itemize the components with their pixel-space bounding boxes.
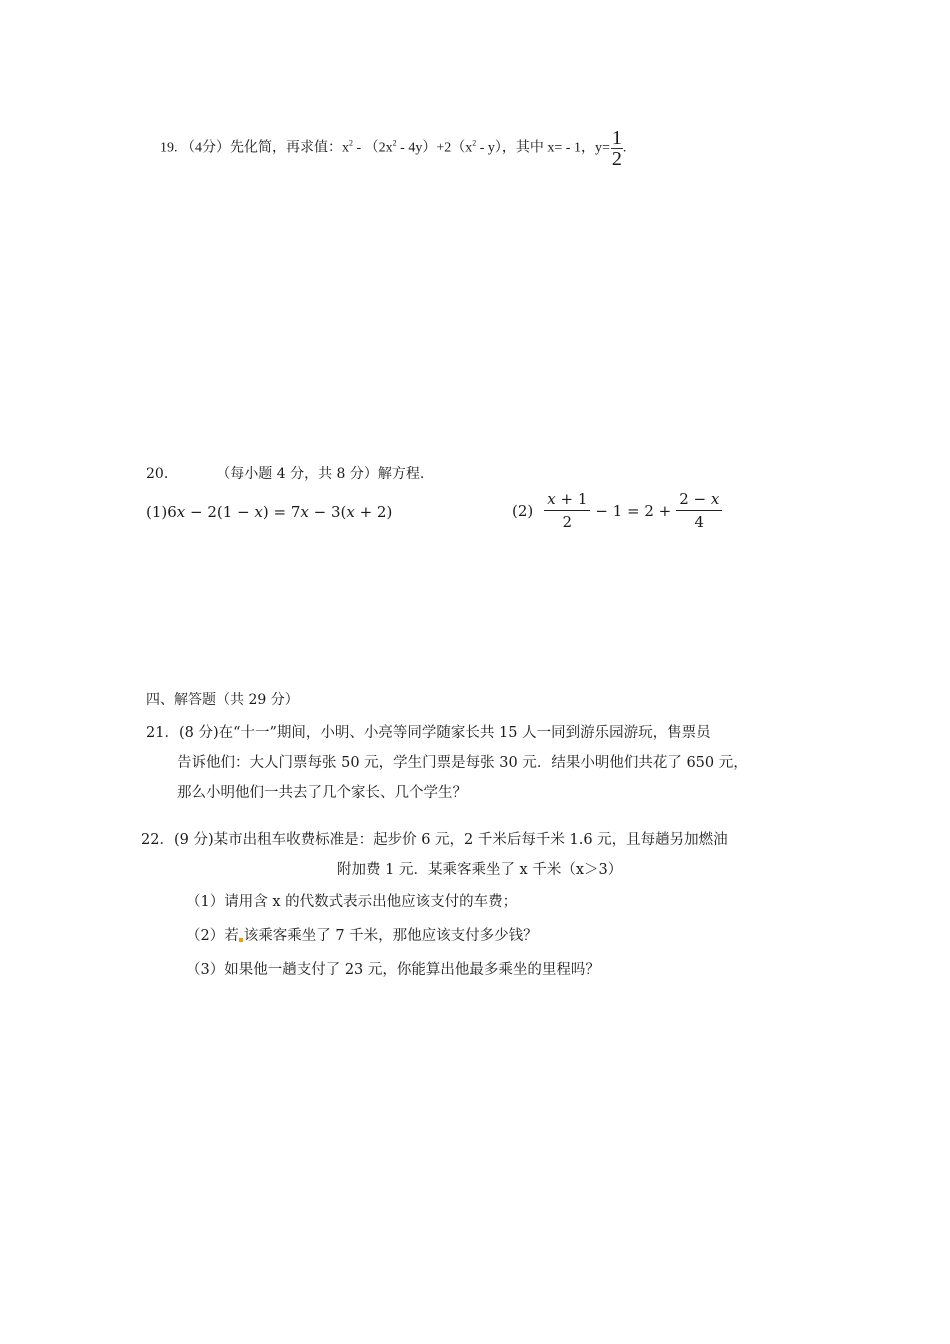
eq1-var-3: x	[300, 503, 309, 521]
eq1-part-2: − 2(1 −	[185, 503, 255, 521]
eq2-frac1-var: x	[547, 490, 556, 508]
eq2-fraction-1	[544, 489, 590, 532]
eq2-frac2-num	[676, 489, 722, 511]
q19-frac-den: 2	[611, 148, 622, 170]
q19-expr-2: - （2x	[353, 140, 393, 156]
q21-line-3: 那么小明他们一共去了几个家长、几个学生？	[177, 785, 467, 801]
eq1-label: (1)	[146, 503, 168, 521]
q22-sub2-prefix: （2）若	[186, 928, 239, 944]
eq2-label: (2)	[512, 501, 534, 520]
q19-tail: .	[622, 140, 627, 156]
eq2-frac2-num-start: 2 −	[679, 490, 711, 508]
eq2-fraction-2	[676, 489, 722, 532]
q22-sub2-text: 该乘客乘坐了 7 千米，那他应该支付多少钱？	[243, 928, 538, 944]
q19-frac-num: 1	[611, 127, 622, 149]
eq1-part-1: 6	[167, 503, 177, 521]
eq1-var-2: x	[254, 503, 263, 521]
equation-2	[512, 489, 725, 532]
eq2-middle: − 1 = 2 +	[595, 501, 672, 520]
q19-fraction	[611, 128, 623, 169]
q20-header-text: （每小题 4 分，共 8 分）解方程.	[216, 466, 425, 482]
eq1-part-4: − 3(	[308, 503, 347, 521]
q20-number: 20.	[146, 466, 169, 482]
eq2-frac2-var: x	[710, 490, 720, 508]
eq2-frac1-den: 2	[562, 513, 573, 531]
highlight-mark	[239, 938, 243, 942]
eq2-frac1-num-rest: + 1	[555, 490, 588, 508]
q19-expr-3: - 4y）+2（x	[396, 140, 473, 156]
q19-lead: 先化简，再求值：	[230, 140, 342, 156]
eq2-frac1-num	[544, 489, 590, 511]
q22-subquestion-2	[186, 924, 538, 945]
section-4-title: 四、解答题（共 29 分）	[146, 692, 299, 708]
q22-line-2: 附加费 1 元．某乘客乘坐了 x 千米（x＞3）	[337, 862, 623, 878]
q22-subquestion-1: （1）请用含 x 的代数式表示出他应该支付的车费；	[186, 894, 518, 910]
q19-sup-3: 2	[472, 138, 477, 148]
q21-line-2: 告诉他们：大人门票每张 50 元，学生门票是每张 30 元．结果小明他们共花了 650 元，	[177, 755, 748, 771]
q22-line-1: 22．(9 分)某市出租车收费标准是：起步价 6 元，2 千米后每千米 1.6 元，且每趟另加燃油	[141, 832, 728, 848]
q22-subquestion-3: （3）如果他一趟支付了 23 元，你能算出他最多乘坐的里程吗？	[186, 962, 600, 978]
eq1-part-3: ) = 7	[262, 503, 301, 521]
eq1-var-4: x	[346, 503, 355, 521]
q19-expr-4: - y），其中 x= - 1，y=	[476, 140, 610, 156]
q21-line-1: 21．(8 分)在“十一”期间，小明、小亮等同学随家长共 15 人一同到游乐园游玩，售票员	[146, 725, 711, 741]
eq2-frac2-den: 4	[694, 513, 705, 531]
q19-number: 19.	[160, 140, 178, 156]
eq1-part-5: + 2)	[354, 503, 393, 521]
q19-sup-1: 2	[349, 138, 353, 148]
eq1-var-1: x	[176, 503, 186, 521]
equation-1	[146, 503, 392, 521]
q19-points: （4分）	[181, 140, 230, 156]
q19-expr-1: x	[342, 140, 349, 156]
question-19	[160, 128, 626, 169]
q19-sup-2: 2	[392, 138, 397, 148]
question-20-header	[146, 463, 424, 483]
